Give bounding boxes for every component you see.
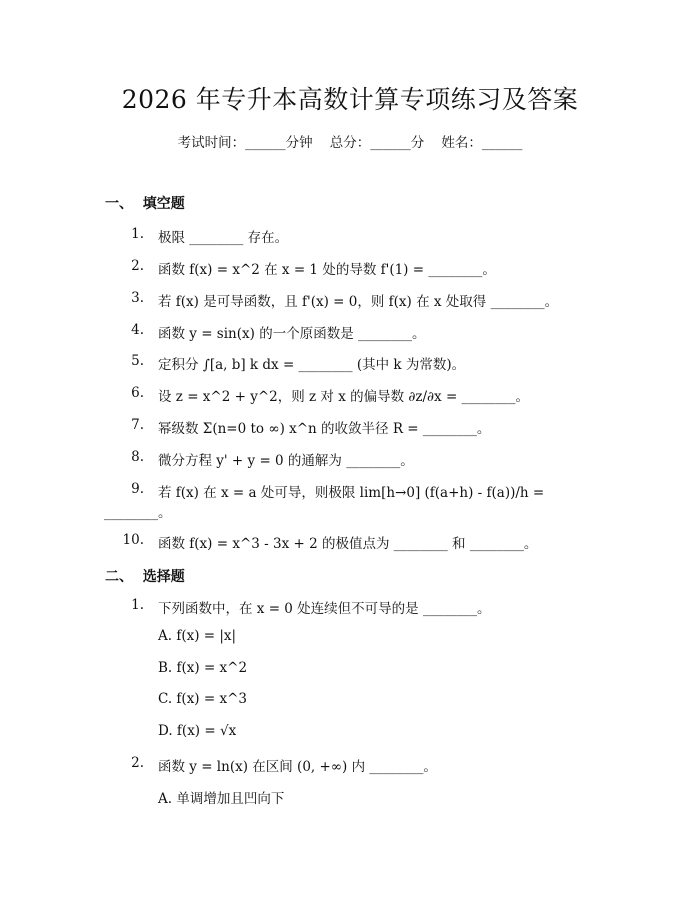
question-number: 10. <box>122 532 144 548</box>
answer-option: B. f(x) = x^2 <box>158 660 248 676</box>
answer-option: D. f(x) = √x <box>158 723 237 739</box>
question-text: 定积分 ∫[a, b] k dx = ________ (其中 k 为常数)。 <box>158 357 466 373</box>
question-number: 7. <box>131 417 144 433</box>
question-text: 函数 f(x) = x^2 在 x = 1 处的导数 f'(1) = ________。 <box>158 262 496 278</box>
section-heading-multiple-choice: 二、 选择题 <box>105 569 185 585</box>
answer-option: A. f(x) = |x| <box>158 628 237 644</box>
question-text: 下列函数中，在 x = 0 处连续但不可导的是 ________。 <box>158 601 491 617</box>
exam-info-line: 考试时间：______分钟 总分：______分 姓名：______ <box>177 135 523 151</box>
question-number: 3. <box>131 290 144 306</box>
question-number: 1. <box>131 597 144 613</box>
answer-option: A. 单调增加且凹向下 <box>158 791 285 807</box>
question-number: 8. <box>131 449 144 465</box>
question-text: 若 f(x) 是可导函数，且 f'(x) = 0，则 f(x) 在 x 处取得 ________。 <box>158 294 559 310</box>
question-number: 9. <box>131 481 144 497</box>
question-text: 函数 y = ln(x) 在区间 (0, +∞) 内 ________。 <box>158 759 437 775</box>
question-text: 函数 y = sin(x) 的一个原函数是 ________。 <box>158 326 426 342</box>
question-number: 2. <box>131 755 144 771</box>
question-text: 极限 ________ 存在。 <box>158 230 289 246</box>
question-text: 函数 f(x) = x^3 - 3x + 2 的极值点为 ________ 和 ________。 <box>158 536 538 552</box>
question-text-continuation: ________。 <box>104 505 172 521</box>
question-text: 若 f(x) 在 x = a 处可导，则极限 lim[h→0] (f(a+h) - f(a))/h = <box>158 485 545 501</box>
question-text: 微分方程 y' + y = 0 的通解为 ________。 <box>158 453 414 469</box>
section-heading-fill-blank: 一、 填空题 <box>105 196 185 212</box>
question-number: 4. <box>131 322 144 338</box>
answer-option: C. f(x) = x^3 <box>158 691 247 707</box>
question-number: 5. <box>131 353 144 369</box>
question-number: 1. <box>131 226 144 242</box>
question-text: 设 z = x^2 + y^2，则 z 对 x 的偏导数 ∂z/∂x = ________。 <box>158 389 530 405</box>
question-number: 2. <box>131 258 144 274</box>
question-text: 幂级数 Σ(n=0 to ∞) x^n 的收敛半径 R = ________。 <box>158 421 491 437</box>
page-title: 2026 年专升本高数计算专项练习及答案 <box>121 85 579 114</box>
question-number: 6. <box>131 385 144 401</box>
